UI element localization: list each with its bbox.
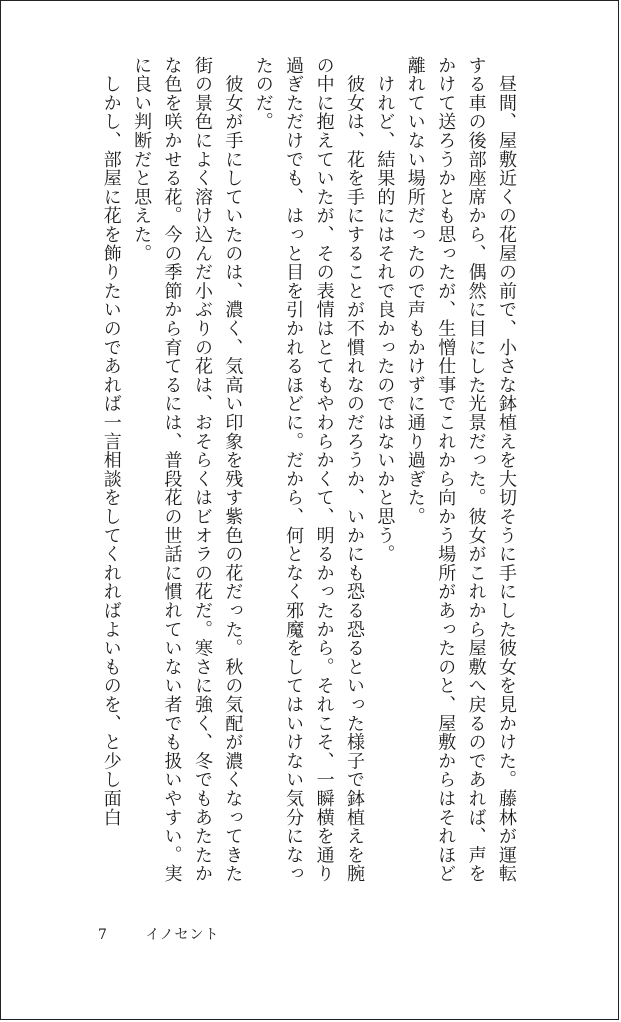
paragraph-4: 彼女が手にしていたのは、濃く、気高い印象を残す紫色の花だった。秋の気配が濃くなってきた街の景色によく溶け込んだ小ぶりの花は、おそらくはビオラの花だ。寒さに強く、冬でもあたたかな色を咲かせる花。今の季節から育てるには、普段花の世話に慣れていない者でも扱いやすい。実に良い判断だと思えた。 (131, 56, 244, 884)
running-title: イノセント (145, 927, 220, 943)
vertical-text-body (95, 56, 521, 892)
page-footer (98, 924, 219, 944)
paragraph-5: しかし、部屋に花を飾りたいのであれば一言相談をしてくれればよいものを、と少し面白 (100, 56, 122, 827)
paragraph-2: けれど、結果的にはそれで良かったのではないかと思う。 (374, 56, 396, 564)
page-number: 7 (98, 927, 108, 943)
paragraph-3: 彼女は、花を手にすることが不慣れなのだろうか、いかにも恐る恐るといった様子で鉢植えを腕の中に抱えていたが、その表情はとてもやわらかくて、明るかったから。それこそ、一瞬横を通り過ぎただけでも、はっと目を引かれるほどに。だから、何となく邪魔をしてはいけない気分になったのだ。 (252, 56, 365, 884)
paragraph-1: 昼間、屋敷近くの花屋の前で、小さな鉢植えを大切そうに手にした彼女を見かけた。藤林が運転する車の後部座席から、偶然に目にした光景だった。彼女がこれから屋敷へ戻るのであれば、声をかけて送ろうかとも思ったが、生憎仕事でこれから向かう場所があったのと、屋敷からはそれほど離れていない場所だったので声もかけずに通り過ぎた。 (404, 56, 517, 884)
